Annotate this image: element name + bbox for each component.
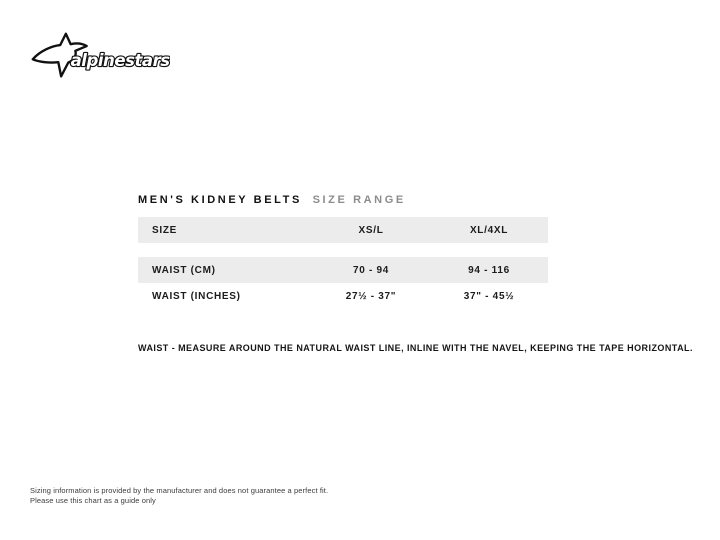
table-header-row (138, 217, 548, 243)
disclaimer-line-2: Please use this chart as a guide only (30, 496, 156, 505)
table-row-waist-cm (138, 257, 548, 283)
size-range-table (138, 217, 548, 309)
alpinestars-wordmark: alpinestars (70, 50, 170, 70)
measurement-note: WAIST - MEASURE AROUND THE NATURAL WAIST LINE, INLINE WITH THE NAVEL, KEEPING THE TAPE HORIZONTAL. (138, 343, 693, 353)
row-label: WAIST (CM) (152, 264, 216, 276)
alpinestars-logo-graphic (28, 28, 170, 84)
alpinestars-logo (28, 28, 170, 84)
page-title (138, 194, 406, 206)
table-gap (138, 243, 548, 257)
row-value: 70 - 94 (352, 264, 390, 276)
header-size-label: SIZE (152, 224, 178, 236)
header-column-xl4xl: XL/4XL (469, 224, 509, 236)
title-main: MEN'S KIDNEY BELTS (138, 194, 302, 206)
disclaimer (30, 486, 328, 506)
table-row-waist-inches (138, 283, 548, 309)
row-label: WAIST (INCHES) (152, 290, 241, 302)
row-value: 37" - 45½ (463, 290, 515, 302)
row-value: 27½ - 37" (345, 290, 397, 302)
row-value: 94 - 116 (468, 264, 510, 276)
title-sub: SIZE RANGE (312, 194, 406, 206)
header-column-xsl: XS/L (358, 224, 384, 236)
disclaimer-line-1: Sizing information is provided by the manufacturer and does not guarantee a perfect fit. (30, 486, 329, 495)
